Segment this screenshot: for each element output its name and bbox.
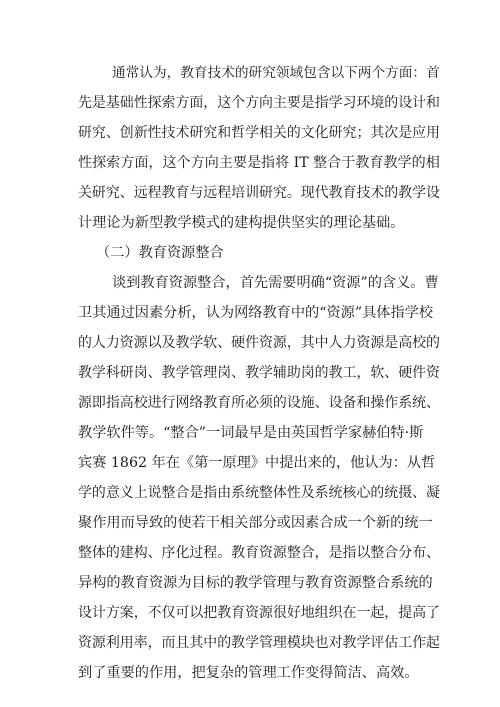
text-line-content: 研究、创新性技术研究和哲学相关的文化研究；其次是应用 xyxy=(78,125,440,141)
text-line xyxy=(0,328,500,358)
text-line xyxy=(0,88,500,118)
text-line-content: 通常认为，教育技术的研究领域包含以下两个方面：首 xyxy=(112,65,440,81)
text-line-content: 计理论为新型教学模式的建构提供坚实的理论基础。 xyxy=(78,215,405,231)
text-line-content: 性探索方面，这个方向主要是指将 IT 整合于教育教学的相 xyxy=(78,155,440,171)
text-line xyxy=(0,508,500,538)
text-line-content: 宾赛 1862 年在《第一原理》中提出来的，他认为：从哲 xyxy=(78,455,436,471)
text-line-content: 聚作用而导致的使若干相关部分或因素合成一个新的统一 xyxy=(78,515,433,531)
text-line-content: 学的意义上说整合是指由系统整体性及系统核心的统摄、凝 xyxy=(78,485,440,501)
text-line-content: 设计方案，不仅可以把教育资源很好地组织在一起，提高了 xyxy=(78,605,440,621)
text-line xyxy=(0,598,500,628)
text-line-content: 卫其通过因素分析，认为网络教育中的“资源”具体指学校 xyxy=(78,305,434,321)
text-line xyxy=(0,538,500,568)
text-line-content: 的人力资源以及教学软、硬件资源，其中人力资源是高校的 xyxy=(78,335,440,351)
text-line xyxy=(0,58,500,88)
text-line xyxy=(0,568,500,598)
text-line-content: 到了重要的作用，把复杂的管理工作变得简洁、高效。 xyxy=(78,665,419,681)
text-line-content: 谈到教育资源整合，首先需要明确“资源”的含义。曹 xyxy=(112,275,439,291)
section-heading xyxy=(0,238,500,268)
text-line xyxy=(0,178,500,208)
text-line xyxy=(0,118,500,148)
text-line-content: 源即指高校进行网络教育所必须的设施、设备和操作系统、 xyxy=(78,395,440,411)
text-line-content: 教学科研岗、教学管理岗、教学辅助岗的教工，软、硬件资 xyxy=(78,365,440,381)
text-line-content: 异构的教育资源为目标的教学管理与教育资源整合系统的 xyxy=(78,575,433,591)
text-line xyxy=(0,148,500,178)
text-line-content: 教学软件等。“整合”一词最早是由英国哲学家赫伯特·斯 xyxy=(78,425,424,441)
text-line-content: 先是基础性探索方面，这个方向主要是指学习环境的设计和 xyxy=(78,95,440,111)
text-line xyxy=(0,268,500,298)
text-line xyxy=(0,448,500,478)
text-line-content: 资源利用率，而且其中的教学管理模块也对教学评估工作起 xyxy=(78,635,440,651)
text-line xyxy=(0,418,500,448)
text-line xyxy=(0,478,500,508)
text-line xyxy=(0,658,500,688)
text-line-content: 关研究、远程教育与远程培训研究。现代教育技术的教学设 xyxy=(78,185,440,201)
text-line xyxy=(0,628,500,658)
text-line-content: 整体的建构、序化过程。教育资源整合，是指以整合分布、 xyxy=(78,545,440,561)
section-heading-text: （二）教育资源整合 xyxy=(96,245,224,261)
text-line xyxy=(0,298,500,328)
text-line xyxy=(0,208,500,238)
text-line xyxy=(0,358,500,388)
text-line xyxy=(0,388,500,418)
